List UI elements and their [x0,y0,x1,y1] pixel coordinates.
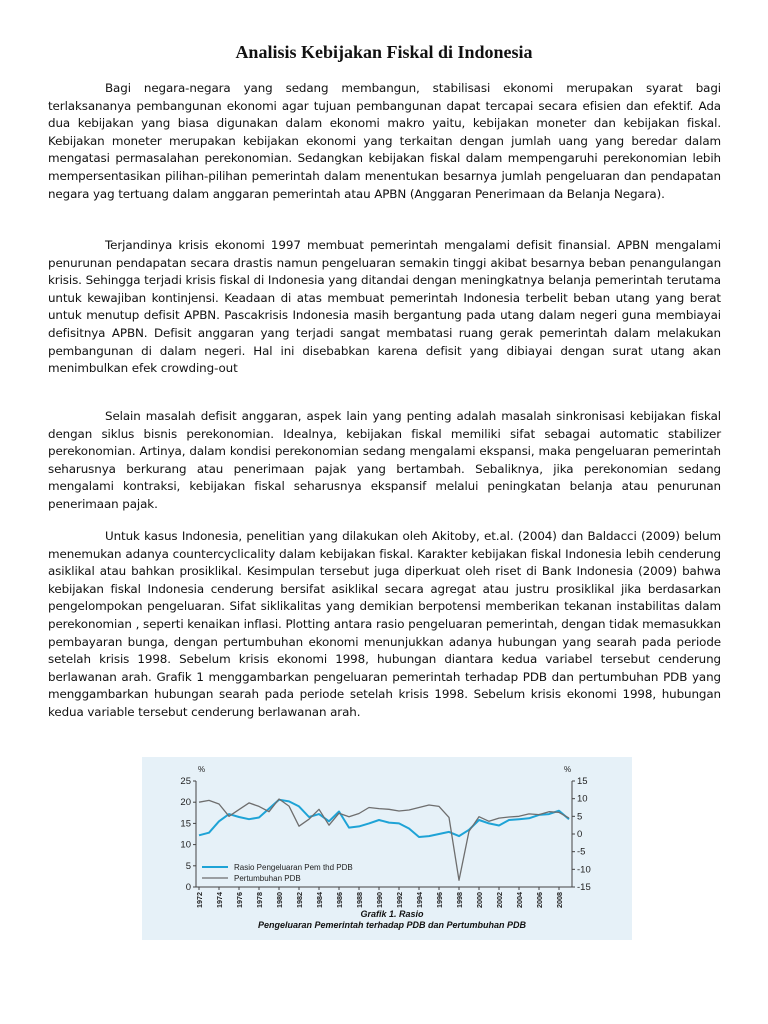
x-tick-label: 2006 [535,892,544,908]
x-tick-label: 1980 [275,892,284,908]
paragraph-3: Selain masalah defisit anggaran, aspek lain yang penting adalah masalah sinkronisasi kebijakan fiskal dengan siklus bisnis perekonomian. Idealnya, kebijakan fiskal memiliki sifat sebagai automatic stabilizer perekonomian. Artinya, dalam kondisi perekonomian sedang mengalami ekspansi, maka pengeluaran pemerintah seharusnya berkurang atau penerimaan pajak yang bertambah. Sebaliknya, jika perekonomian sedang mengalami kontraksi, kebijakan fiskal seharusnya ekspansif melalui peningkatan belanja atau penurunan penerimaan pajak. [48,409,721,511]
x-tick-label: 1974 [215,892,224,908]
x-tick-label: 1992 [395,892,404,908]
x-tick-label: 1982 [295,892,304,908]
x-tick-label: 1984 [315,892,324,908]
legend-label-growth: Pertumbuhan PDB [234,874,301,883]
x-tick-label: 1988 [355,892,364,908]
y-left-tick-label: 20 [180,797,191,809]
x-tick-label: 2002 [495,892,504,908]
x-tick-label: 1996 [435,892,444,908]
y-left-tick-label: 5 [185,860,191,872]
x-tick-label: 1998 [455,892,464,908]
x-tick-label: 1978 [255,892,264,908]
y-right-tick-label: -15 [577,882,591,893]
y-right-tick-label: -5 [577,846,586,858]
x-tick-label: 2008 [555,892,564,908]
x-tick-label: 1972 [195,892,204,908]
x-tick-label: 1994 [415,892,424,908]
y-left-tick-label: 10 [180,839,191,851]
y-right-tick-label: 15 [577,776,588,787]
paragraph-4: Untuk kasus Indonesia, penelitian yang dilakukan oleh Akitoby, et.al. (2004) dan Baldacci (2009) belum menemukan adanya countercyclicality dalam kebijakan fiskal. Karakter kebijakan fiskal Indonesia lebih cenderung asiklikal atau bahkan prosiklikal. Kesimpulan tersebut juga diperkuat oleh riset di Bank Indonesia (2009) bahwa kebijakan fiskal Indonesia cenderung bersifat asiklikal secara agregat atau justru prosiklikal jika berdasarkan pengelompokan pengeluaran. Sifat siklikalitas yang demikian berpotensi memberikan tekanan instabilitas dalam perekonomian , seperti kenaikan inflasi. Plotting antara rasio pengeluaran pemerintah, dengan tidak memasukkan pembayaran bunga, dengan pertumbuhan ekonomi menunjukkan adanya hubungan yang searah pada periode setelah krisis 1998. Sebelum krisis ekonomi 1998, hubungan diantara kedua variabel tersebut cenderung berlawanan arah. Grafik 1 menggambarkan pengeluaran pemerintah terhadap PDB dan pertumbuhan PDB yang menggambarkan hubungan searah pada periode setelah krisis 1998. Sebelum krisis ekonomi 1998, hubungan kedua variable tersebut cenderung berlawanan arah. [48,529,721,719]
y-right-tick-label: 0 [577,829,583,840]
chart-svg [142,757,632,940]
x-tick-label: 1986 [335,892,344,908]
legend-label-ratio: Rasio Pengeluaran Pem thd PDB [234,863,353,872]
y-right-tick-label: 10 [577,793,588,805]
x-tick-label: 1990 [375,892,384,908]
chart-figure [142,757,632,940]
y-left-tick-label: 0 [185,882,191,893]
chart-axis-ticks [180,776,590,908]
chart-title: Grafik 1. Rasio [360,909,424,919]
chart-subtitle: Pengeluaran Pemerintah terhadap PDB dan Pertumbuhan PDB [257,920,527,930]
paragraph-2: Terjandinya krisis ekonomi 1997 membuat pemerintah mengalami defisit finansial. APBN mengalami penurunan pendapatan secara drastis namun pengeluaran semakin tinggi akibat besarnya beban penangulangan krisis. Sehingga terjadi krisis fiskal di Indonesia yang ditandai dengan meningkatnya belanja pemerintah terutama untuk kewajiban kontinjensi. Keadaan di atas membuat pemerintah Indonesia terbelit beban utang yang berat untuk menutup defisit APBN. Pascakrisis Indonesia masih bergantung pada utang dalam negeri guna membiayai defisitnya APBN. Defisit anggaran yang terjadi sangat membatasi ruang gerak pemerintah dalam melakukan pembangunan di dalam negeri. Hal ini disebabkan karena defisit yang dibiayai dengan surat utang akan menimbulkan efek crowding-out [48,238,721,376]
right-axis-unit: % [564,765,572,774]
chart-legend [202,863,353,883]
x-tick-label: 2000 [475,892,484,908]
left-axis-unit: % [198,765,206,774]
x-tick-label: 2004 [515,892,524,908]
y-left-tick-label: 15 [180,818,191,830]
paragraph-1: Bagi negara-negara yang sedang membangun, stabilisasi ekonomi merupakan syarat bagi terlaksananya pembangunan ekonomi agar tujuan pembangunan dapat tercapai secara efisien dan efektif. Ada dua kebijakan yang biasa digunakan dalam ekonomi makro yaitu, kebijakan moneter dan kebijakan fiskal. Kebijakan moneter merupakan kebijakan ekonomi yang terkaitan dengan jumlah uang yang beredar dalam mengatasi permasalahan perekonomian. Sedangkan kebijakan fiskal dalam mempengaruhi perekonomian lebih mempersentasikan pilihan-pilihan pemerintah dalam menentukan besarnya jumlah pengeluaran dan pendapatan negara yag tertuang dalam anggaran pemerintah atau APBN (Anggaran Penerimaan da Belanja Negara). [48,81,721,201]
y-right-tick-label: -10 [577,864,591,876]
page-title: Analisis Kebijakan Fiskal di Indonesia [235,42,533,62]
y-left-tick-label: 25 [180,776,191,787]
x-tick-label: 1976 [235,892,244,908]
y-right-tick-label: 5 [577,811,583,823]
